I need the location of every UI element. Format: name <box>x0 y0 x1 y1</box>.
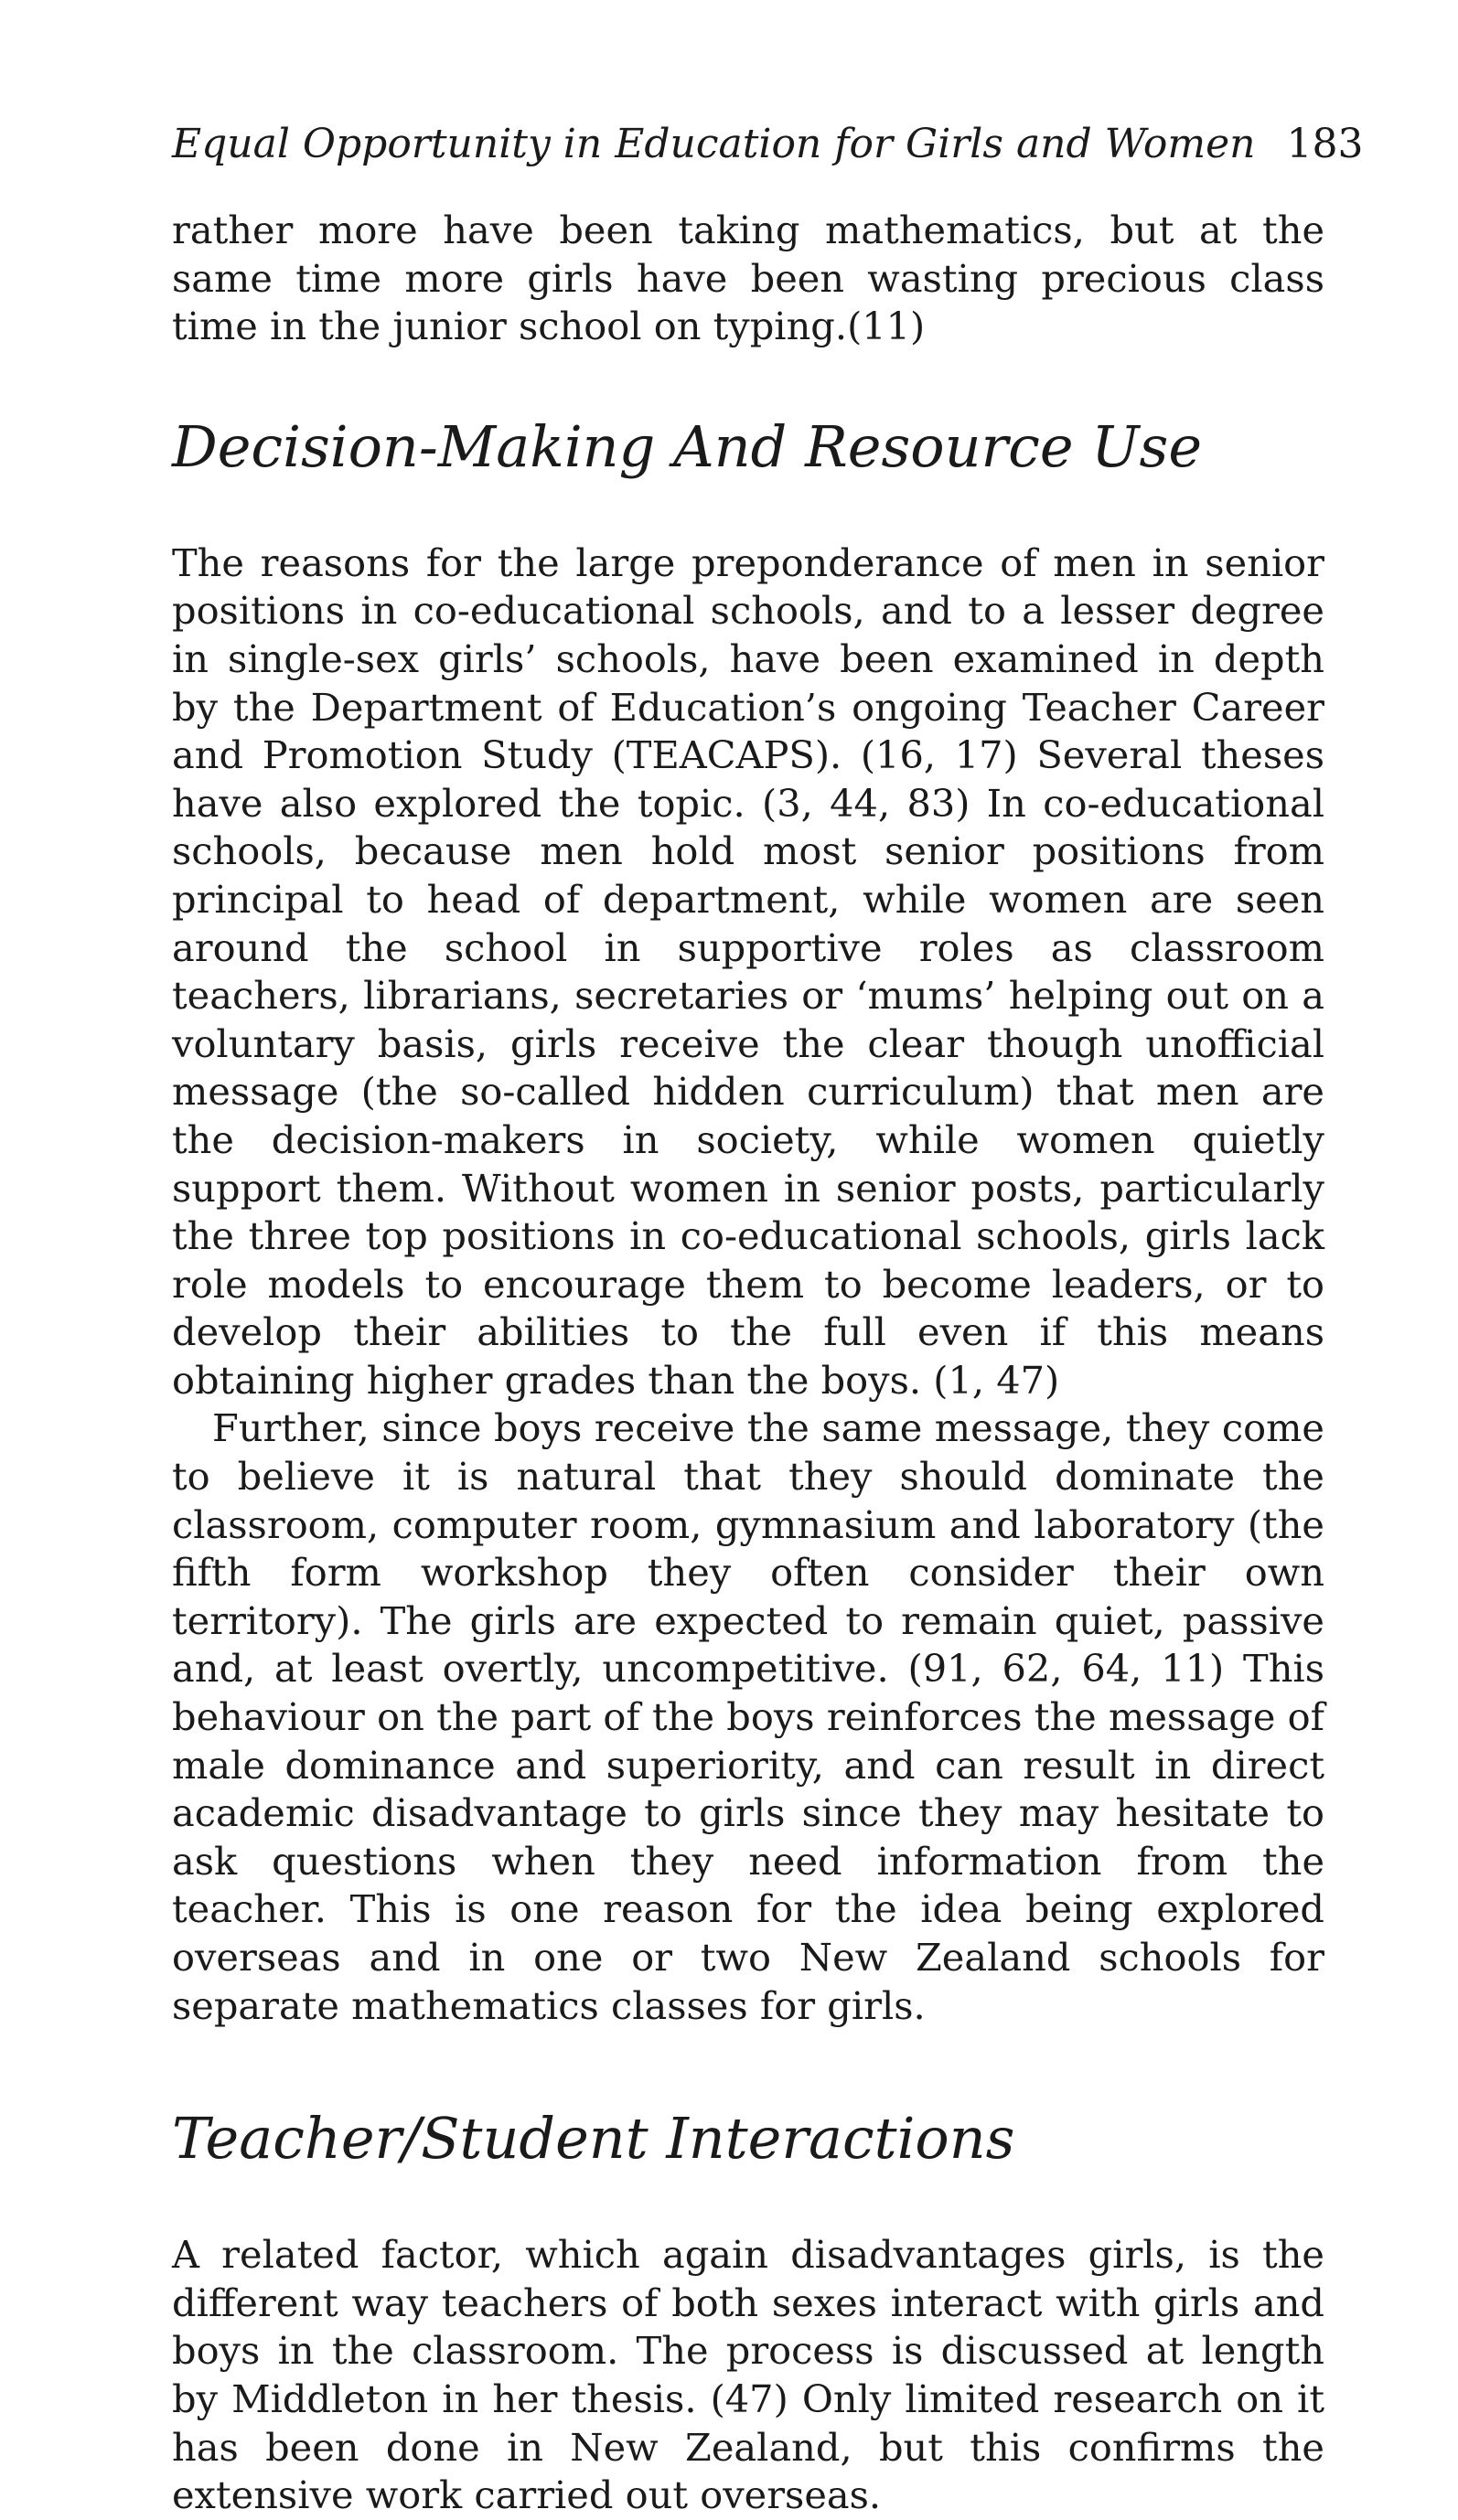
book-page <box>172 117 1364 2520</box>
section-heading-decision-making: Decision-Making And Resource Use <box>172 412 1203 480</box>
paragraph-decision-1: The reasons for the large preponderance of men in senior positions in co-educational schools, and to a lesser degree in single-sex girls’ schools, have been examined in depth by the Department of Education’s ongoing Teacher Career and Promotion Study (TEACAPS). (16, 17) Several theses have also explored the topic. (3, 44, 83) In co-educational schools, because men hold most senior positions from principal to head of department, while women are seen around the school in supportive roles as classroom teachers, librarians, secretaries or ‘mums’ helping out on a voluntary basis, girls receive the clear though unofficial message (the so-called hidden curriculum) that men are the decision-makers in society, while women quietly support them. Without women in senior posts, particularly the three top positions in co-educational schools, girls lack role models to encourage them to become leaders, or to develop their abilities to the full even if this means obtaining higher grades than the boys. (1, 47) <box>172 539 1324 1403</box>
paragraph-decision-2: Further, since boys receive the same message, they come to believe it is natural that they should dominate the classroom, computer room, gymnasium and laboratory (the fifth form workshop they often consider their own territory). The girls are expected to remain quiet, passive and, at least overtly, uncompetitive. (91, 62, 64, 11) This behaviour on the part of the boys reinforces the message of male dominance and superiority, and can result in direct academic disadvantage to girls since they may hesitate to ask questions when they need information from the teacher. This is one reason for the idea being explored overseas and in one or two New Zealand schools for separate mathematics classes for girls. <box>172 1405 1324 2028</box>
paragraph-teacher-1: A related factor, which again disadvantages girls, is the different way teachers of both sexes interact with girls and boys in the classroom. The process is discussed at length by Middleton in her thesis. (47) Only limited research on it has been done in New Zealand, but this confirms the extensive work carried out overseas. <box>172 2232 1324 2518</box>
page-number: 183 <box>1286 121 1364 167</box>
section-heading-teacher-student: Teacher/Student Interactions <box>172 2105 1015 2173</box>
running-title: Equal Opportunity in Education for Girls and Women <box>172 121 1256 167</box>
continued-paragraph: rather more have been taking mathematics, but at the same time more girls have been wasting precious class time in the junior school on typing.(11) <box>172 208 1324 349</box>
running-header <box>172 117 1364 172</box>
